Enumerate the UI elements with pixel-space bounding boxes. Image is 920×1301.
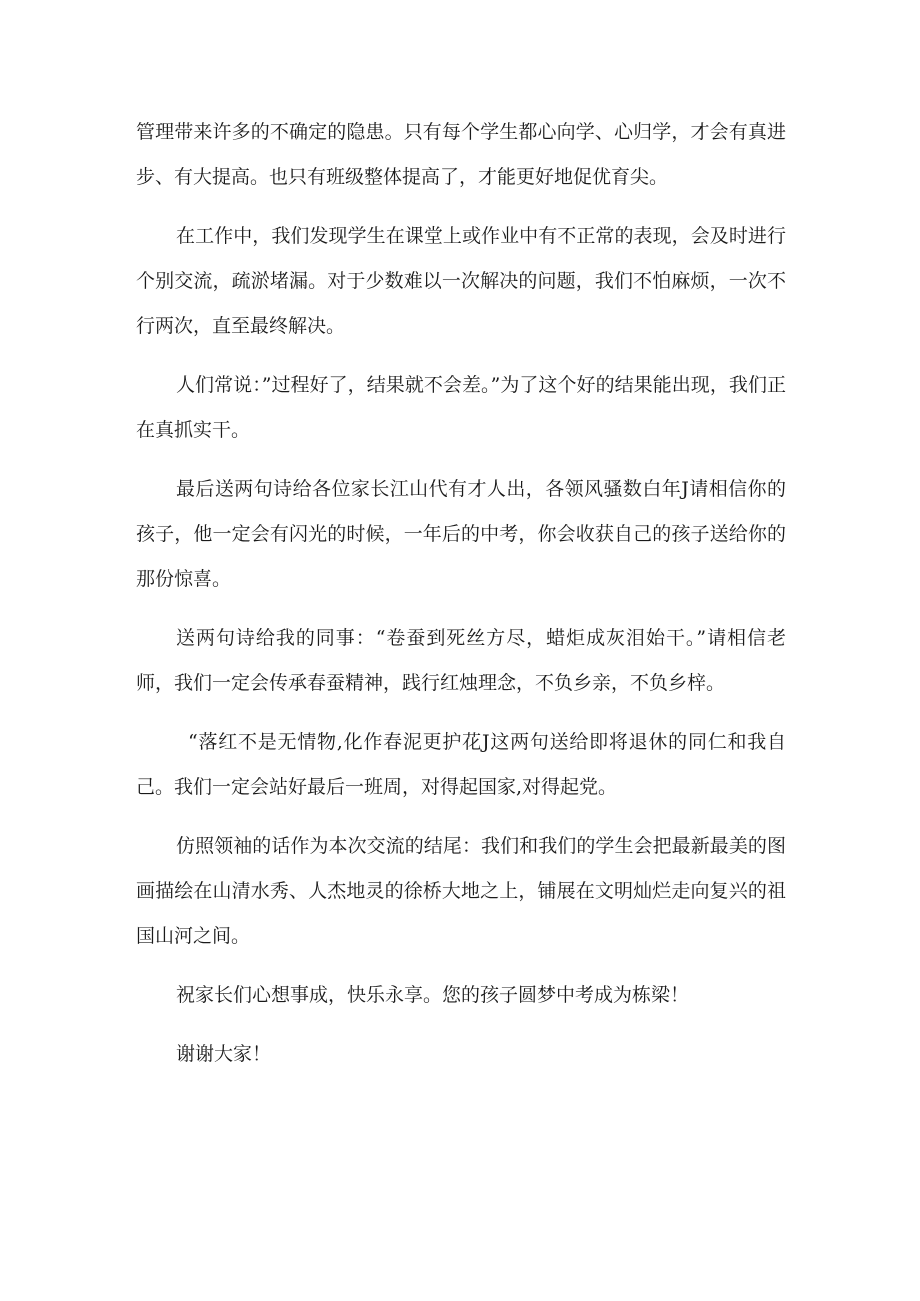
paragraph-7: 仿照领袖的话作为本次交流的结尾：我们和我们的学生会把最新最美的图画描绘在山清水秀、人杰地灵的徐桥大地之上，铺展在文明灿烂走向复兴的祖国山河之间。 — [136, 835, 786, 947]
paragraph-5: 送两句诗给我的同事：“卷蚕到死丝方尽，蜡炬成灰泪始干。”请相信老师，我们一定会传承春蚕精神，践行红烛理念，不负乡亲，不负乡梓。 — [136, 627, 786, 694]
paragraph-1: 管理带来许多的不确定的隐患。只有每个学生都心向学、心归学，才会有真进步、有大提高。也只有班级整体提高了，才能更好地促优育尖。 — [136, 121, 786, 188]
paragraph-6: “落红不是无情物,化作春泥更护花J这两句送给即将退休的同仁和我自己。我们一定会站好最后一班周，对得起国家,对得起党。 — [136, 731, 786, 798]
paragraph-2: 在工作中，我们发现学生在课堂上或作业中有不正常的表现，会及时进行个别交流，疏淤堵漏。对于少数难以一次解决的问题，我们不怕麻烦，一次不行两次，直至最终解决。 — [136, 225, 786, 337]
paragraph-3: 人们常说：”过程好了，结果就不会差。”为了这个好的结果能出现，我们正在真抓实干。 — [136, 374, 786, 441]
paragraph-4: 最后送两句诗给各位家长江山代有才人出，各领风骚数白年J请相信你的孩子，他一定会有闪光的时候，一年后的中考，你会收获自己的孩子送给你的那份惊喜。 — [136, 478, 786, 590]
paragraph-9: 谢谢大家！ — [176, 1043, 272, 1065]
document-body — [136, 110, 786, 1091]
paragraph-8: 祝家长们心想事成，快乐永享。您的孩子圆梦中考成为栋梁！ — [176, 984, 690, 1006]
